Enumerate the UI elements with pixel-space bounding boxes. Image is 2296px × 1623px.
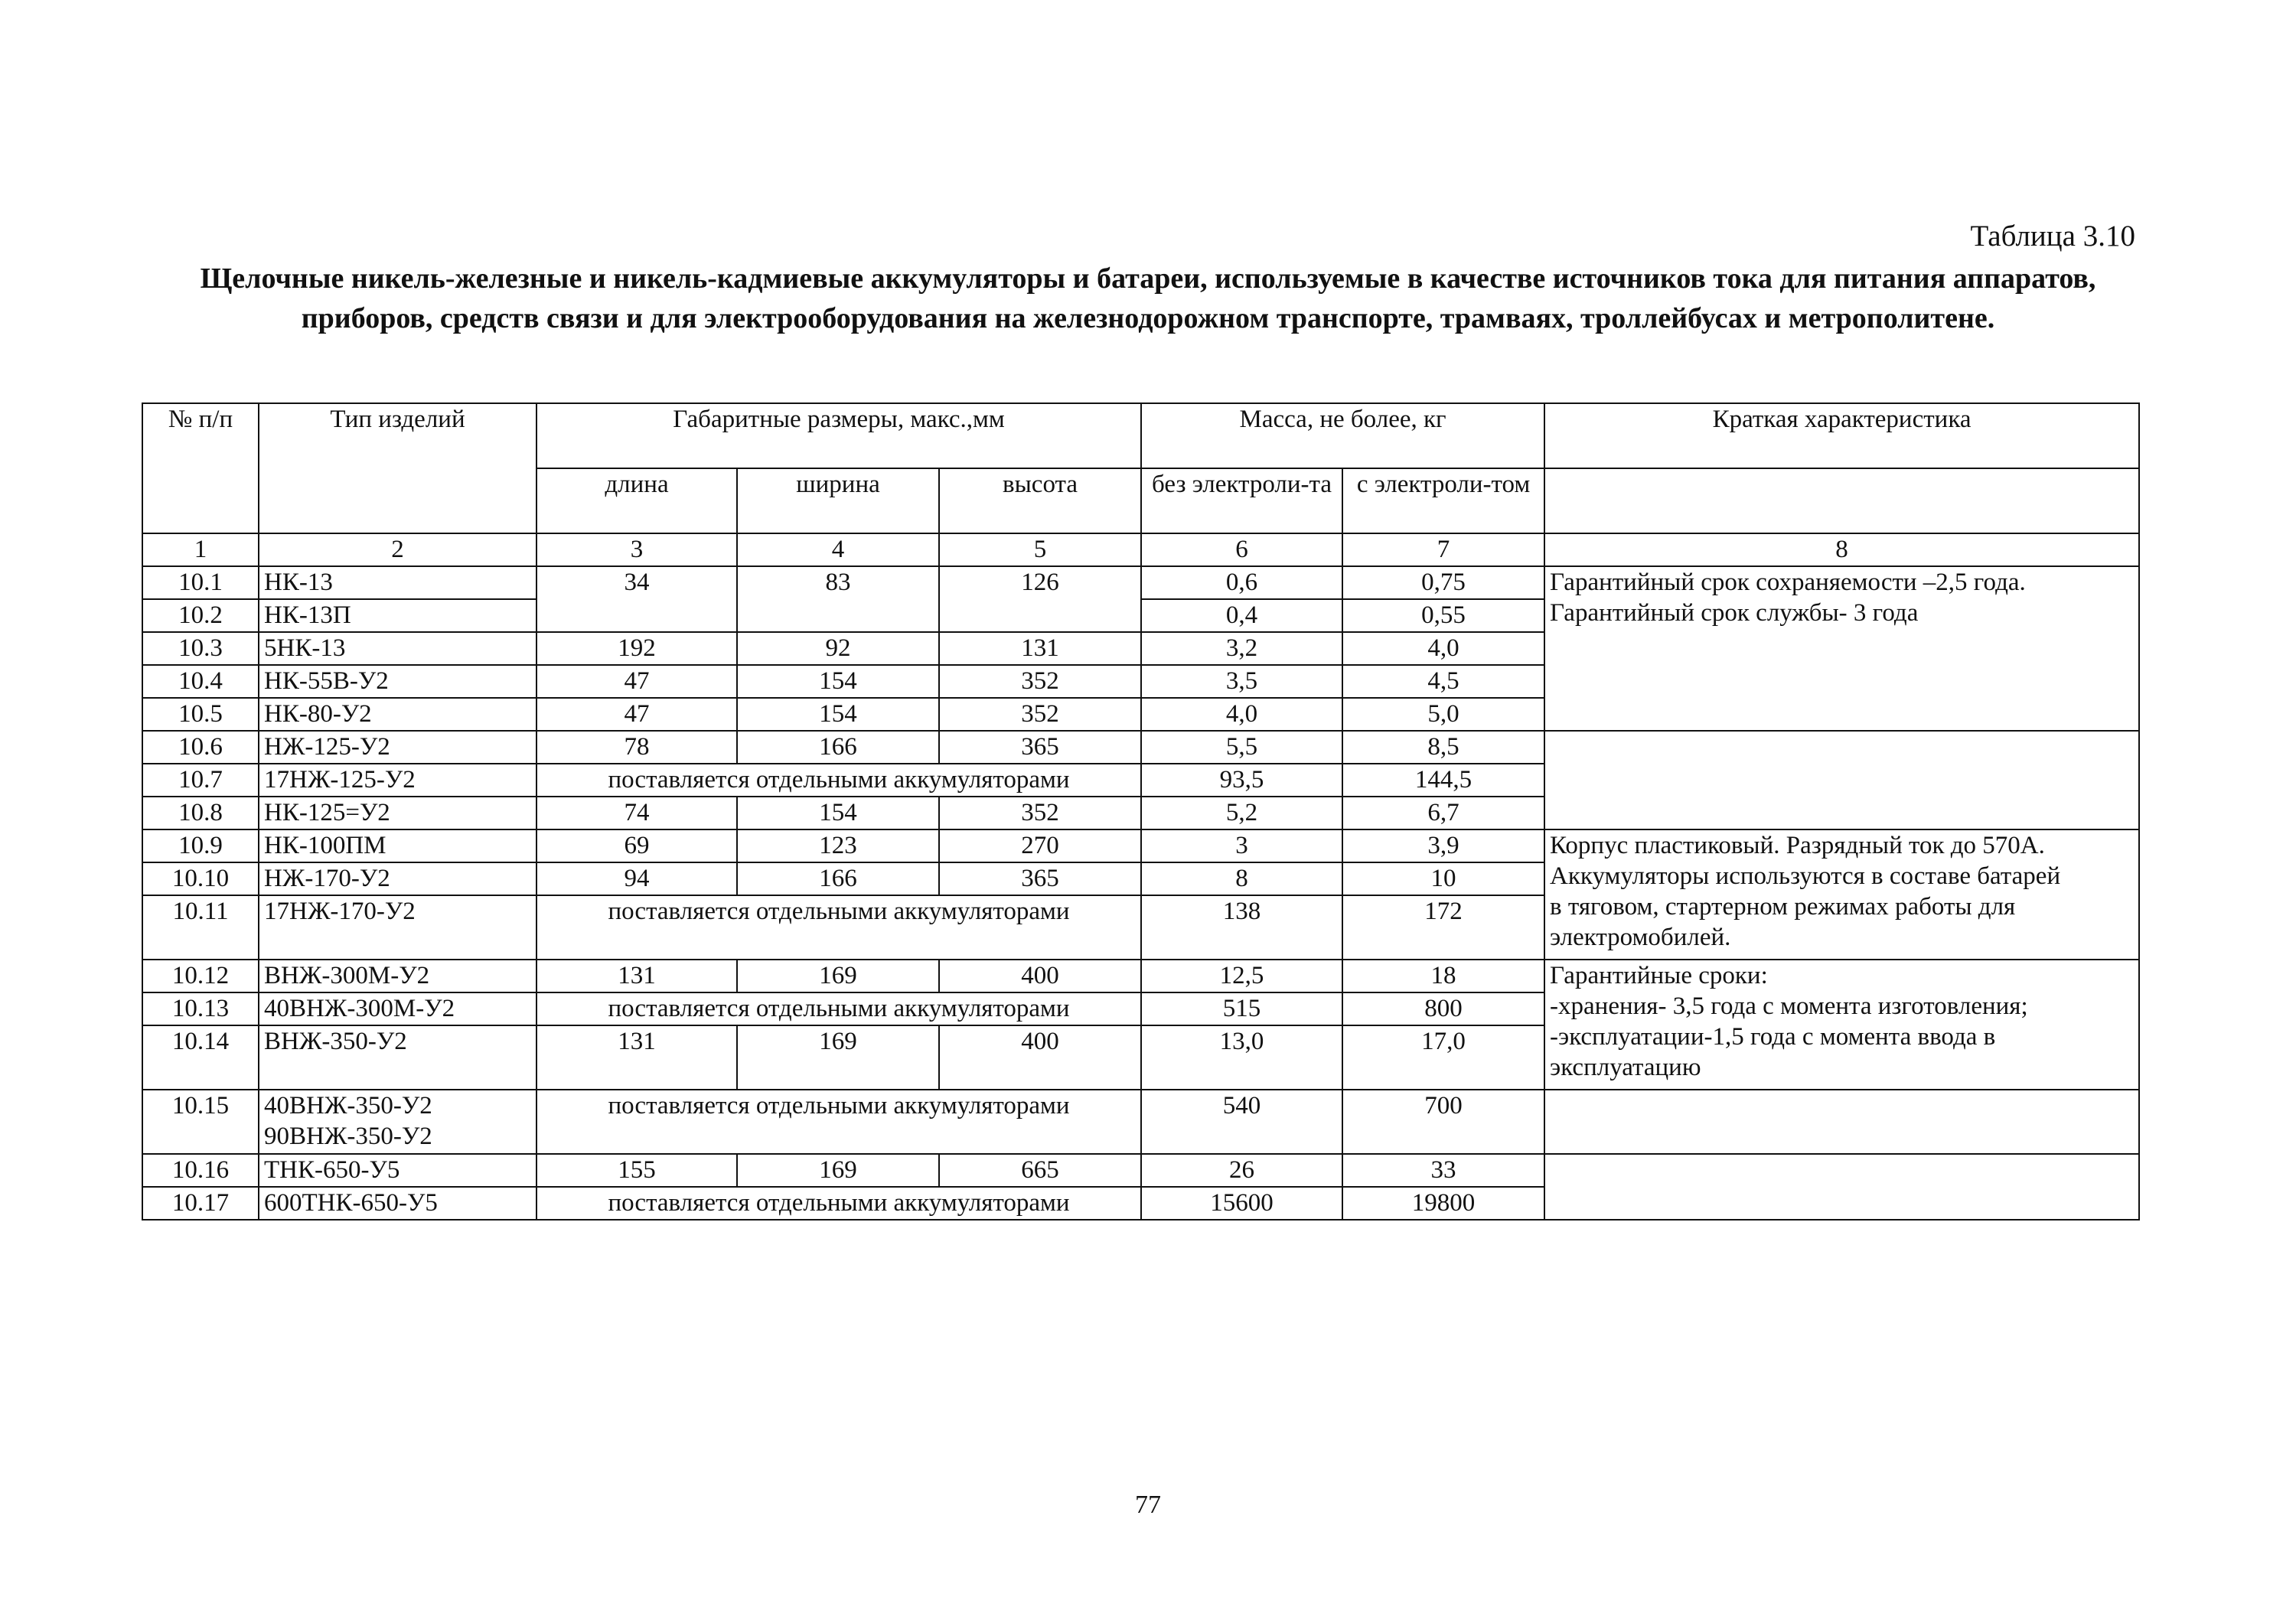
description-line: -хранения- 3,5 года с момента изготовления; <box>1550 992 2028 1020</box>
row-mass-wet: 33 <box>1342 1154 1544 1187</box>
row-height: 126 <box>939 566 1141 632</box>
row-height: 365 <box>939 731 1141 764</box>
row-num: 10.10 <box>142 862 259 895</box>
row-mass-dry: 3,5 <box>1141 665 1342 698</box>
row-type: 40ВНЖ-300М-У2 <box>259 992 536 1025</box>
row-mass-dry: 93,5 <box>1141 764 1342 797</box>
row-width: 154 <box>737 698 939 731</box>
row-length: 155 <box>536 1154 737 1187</box>
row-height: 270 <box>939 829 1141 862</box>
row-mass-wet: 10 <box>1342 862 1544 895</box>
header-type: Тип изделий <box>259 403 536 533</box>
row-width: 83 <box>737 566 939 632</box>
row-height: 131 <box>939 632 1141 665</box>
row-type-line: 40ВНЖ-350-У2 <box>264 1092 432 1119</box>
row-length: 78 <box>536 731 737 764</box>
batteries-table <box>142 402 2140 1221</box>
row-length: 34 <box>536 566 737 632</box>
row-mass-dry: 5,2 <box>1141 797 1342 829</box>
row-type: НК-100ПМ <box>259 829 536 862</box>
row-mass-dry: 12,5 <box>1141 960 1342 992</box>
row-mass-wet: 19800 <box>1342 1187 1544 1220</box>
row-num: 10.16 <box>142 1154 259 1187</box>
row-width: 154 <box>737 665 939 698</box>
row-mass-wet: 17,0 <box>1342 1025 1544 1090</box>
row-mass-wet: 3,9 <box>1342 829 1544 862</box>
row-type: НК-55В-У2 <box>259 665 536 698</box>
row-mass-dry: 4,0 <box>1141 698 1342 731</box>
description-cell <box>1544 829 2139 960</box>
row-num: 10.12 <box>142 960 259 992</box>
description-line: -эксплуатации-1,5 года с момента ввода в <box>1550 1023 1996 1051</box>
table-title: Щелочные никель-железные и никель-кадмиевые аккумуляторы и батареи, используемые в качестве источников тока для питания аппаратов, приборов, средств связи и для электрооборудования на железнодорожном транспорте, трамваях, троллейбусах и метрополитене. <box>200 262 2096 334</box>
row-mass-dry: 540 <box>1141 1090 1342 1154</box>
supplied-separately-note: поставляется отдельными аккумуляторами <box>536 764 1141 797</box>
table-row <box>142 960 2139 992</box>
description-line: Аккумуляторы используются в составе батарей <box>1550 862 2061 890</box>
row-height: 400 <box>939 1025 1141 1090</box>
row-mass-dry: 8 <box>1141 862 1342 895</box>
row-mass-dry: 13,0 <box>1141 1025 1342 1090</box>
header-mass-dry: без электроли-та <box>1141 468 1342 533</box>
row-mass-wet: 0,55 <box>1342 599 1544 632</box>
row-height: 352 <box>939 665 1141 698</box>
row-mass-dry: 138 <box>1141 895 1342 960</box>
description-line: Гарантийные сроки: <box>1550 962 1768 989</box>
supplied-separately-note: поставляется отдельными аккумуляторами <box>536 895 1141 960</box>
row-width: 154 <box>737 797 939 829</box>
header-length: длина <box>536 468 737 533</box>
row-num: 10.11 <box>142 895 259 960</box>
row-mass-dry: 26 <box>1141 1154 1342 1187</box>
row-mass-wet: 18 <box>1342 960 1544 992</box>
row-mass-dry: 5,5 <box>1141 731 1342 764</box>
row-type: НК-13П <box>259 599 536 632</box>
table-row <box>142 731 2139 764</box>
supplied-separately-note: поставляется отдельными аккумуляторами <box>536 992 1141 1025</box>
description-line: электромобилей. <box>1550 924 1731 951</box>
description-cell <box>1544 960 2139 1090</box>
row-width: 166 <box>737 731 939 764</box>
header-dimensions: Габаритные размеры, макс.,мм <box>536 403 1141 468</box>
description-line: эксплуатацию <box>1550 1054 1701 1081</box>
row-num: 10.8 <box>142 797 259 829</box>
description-line: в тяговом, стартерном режимах работы для <box>1550 893 2016 921</box>
row-length: 47 <box>536 665 737 698</box>
row-num: 10.9 <box>142 829 259 862</box>
row-height: 365 <box>939 862 1141 895</box>
table-row <box>142 1090 2139 1154</box>
row-length: 74 <box>536 797 737 829</box>
row-num: 10.7 <box>142 764 259 797</box>
row-type: НК-80-У2 <box>259 698 536 731</box>
row-type-line: 90ВНЖ-350-У2 <box>264 1123 432 1150</box>
header-mass-wet: с электроли-том <box>1342 468 1544 533</box>
header-height: высота <box>939 468 1141 533</box>
row-num: 10.2 <box>142 599 259 632</box>
row-mass-dry: 15600 <box>1141 1187 1342 1220</box>
table-row <box>142 566 2139 599</box>
row-mass-dry: 515 <box>1141 992 1342 1025</box>
row-mass-dry: 0,6 <box>1141 566 1342 599</box>
row-mass-wet: 6,7 <box>1342 797 1544 829</box>
description-cell <box>1544 566 2139 731</box>
row-type: ВНЖ-300М-У2 <box>259 960 536 992</box>
description-empty-cell <box>1544 1090 2139 1154</box>
row-mass-wet: 4,0 <box>1342 632 1544 665</box>
row-num: 10.15 <box>142 1090 259 1154</box>
row-length: 47 <box>536 698 737 731</box>
row-num: 10.4 <box>142 665 259 698</box>
row-length: 94 <box>536 862 737 895</box>
header-empty-cell <box>1544 468 2139 533</box>
row-type: 17НЖ-125-У2 <box>259 764 536 797</box>
row-num: 10.3 <box>142 632 259 665</box>
row-type: НЖ-125-У2 <box>259 731 536 764</box>
row-length: 131 <box>536 1025 737 1090</box>
header-row-1 <box>142 403 2139 468</box>
row-num: 10.5 <box>142 698 259 731</box>
description-empty-cell <box>1544 731 2139 829</box>
row-num: 10.14 <box>142 1025 259 1090</box>
col-number: 5 <box>939 533 1141 566</box>
row-num: 10.1 <box>142 566 259 599</box>
row-type: НЖ-170-У2 <box>259 862 536 895</box>
row-type: ВНЖ-350-У2 <box>259 1025 536 1090</box>
col-number: 7 <box>1342 533 1544 566</box>
row-width: 123 <box>737 829 939 862</box>
row-height: 665 <box>939 1154 1141 1187</box>
row-length: 192 <box>536 632 737 665</box>
row-length: 69 <box>536 829 737 862</box>
row-mass-wet: 700 <box>1342 1090 1544 1154</box>
header-width: ширина <box>737 468 939 533</box>
row-length: 131 <box>536 960 737 992</box>
col-number: 4 <box>737 533 939 566</box>
description-line: Гарантийный срок службы- 3 года <box>1550 599 1919 627</box>
row-width: 166 <box>737 862 939 895</box>
row-height: 400 <box>939 960 1141 992</box>
row-type: НК-13 <box>259 566 536 599</box>
description-line: Гарантийный срок сохраняемости –2,5 года. <box>1550 569 2026 596</box>
row-mass-dry: 3,2 <box>1141 632 1342 665</box>
row-type: 17НЖ-170-У2 <box>259 895 536 960</box>
row-mass-wet: 800 <box>1342 992 1544 1025</box>
row-mass-wet: 144,5 <box>1342 764 1544 797</box>
row-mass-dry: 0,4 <box>1141 599 1342 632</box>
row-mass-wet: 0,75 <box>1342 566 1544 599</box>
row-num: 10.6 <box>142 731 259 764</box>
col-number: 3 <box>536 533 737 566</box>
table-row <box>142 1154 2139 1187</box>
row-type: 5НК-13 <box>259 632 536 665</box>
row-width: 169 <box>737 1154 939 1187</box>
header-description: Краткая характеристика <box>1544 403 2139 468</box>
col-number: 6 <box>1141 533 1342 566</box>
col-number: 8 <box>1544 533 2139 566</box>
row-height: 352 <box>939 797 1141 829</box>
description-line: Корпус пластиковый. Разрядный ток до 570А. <box>1550 832 2045 859</box>
header-num: № п/п <box>142 403 259 533</box>
row-width: 169 <box>737 1025 939 1090</box>
col-number: 2 <box>259 533 536 566</box>
row-type <box>259 1090 536 1154</box>
row-type: ТНК-650-У5 <box>259 1154 536 1187</box>
row-type: 600ТНК-650-У5 <box>259 1187 536 1220</box>
row-width: 169 <box>737 960 939 992</box>
row-mass-wet: 4,5 <box>1342 665 1544 698</box>
table-row <box>142 829 2139 862</box>
table-label: Таблица 3.10 <box>1970 220 2135 253</box>
supplied-separately-note: поставляется отдельными аккумуляторами <box>536 1090 1141 1154</box>
row-height: 352 <box>939 698 1141 731</box>
description-empty-cell <box>1544 1154 2139 1220</box>
page-number: 77 <box>1135 1491 1161 1519</box>
row-mass-wet: 172 <box>1342 895 1544 960</box>
col-number: 1 <box>142 533 259 566</box>
row-mass-wet: 5,0 <box>1342 698 1544 731</box>
header-mass: Масса, не более, кг <box>1141 403 1544 468</box>
supplied-separately-note: поставляется отдельными аккумуляторами <box>536 1187 1141 1220</box>
row-type: НК-125=У2 <box>259 797 536 829</box>
row-num: 10.17 <box>142 1187 259 1220</box>
row-mass-dry: 3 <box>1141 829 1342 862</box>
row-num: 10.13 <box>142 992 259 1025</box>
row-width: 92 <box>737 632 939 665</box>
row-mass-wet: 8,5 <box>1342 731 1544 764</box>
column-number-row <box>142 533 2139 566</box>
